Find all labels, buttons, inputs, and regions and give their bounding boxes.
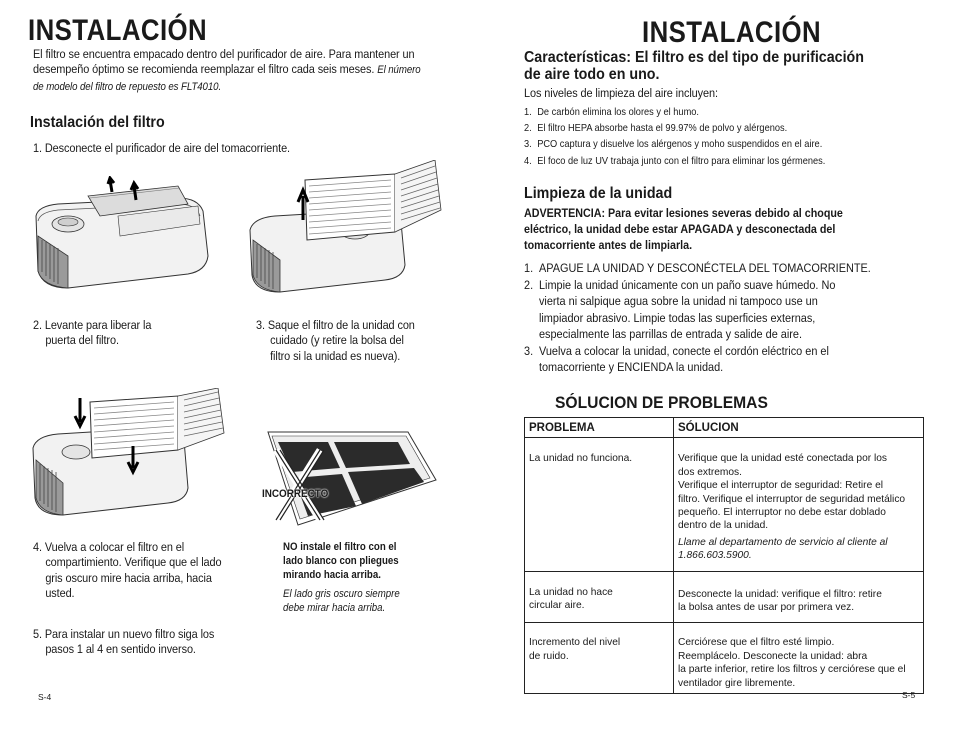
step-3-line-3: filtro si la unidad es nueva). bbox=[270, 348, 401, 363]
solution-line: Verifique que la unidad esté conectada por los bbox=[678, 453, 887, 465]
troubleshooting-table bbox=[524, 417, 924, 694]
cleaning-step-line: APAGUE LA UNIDAD Y DESCONÉCTELA DEL TOMACORRIENTE. bbox=[538, 261, 871, 275]
problem-line: circular aire. bbox=[529, 600, 585, 612]
solution-line: ventilador gire libremente. bbox=[678, 677, 796, 689]
incorrect-warning-line-3: mirando hacia arriba. bbox=[283, 569, 381, 582]
table-cell-solution bbox=[674, 623, 924, 693]
cleaning-step-line: tomacorriente y ENCIENDA la unidad. bbox=[538, 360, 724, 375]
solution-line: Cerciórese que el filtro esté limpio. bbox=[678, 637, 835, 649]
step-1: 1. Desconecte el purificador de aire del tomacorriente. bbox=[33, 141, 291, 155]
filter-install-heading: Instalación del filtro bbox=[30, 114, 165, 131]
incorrect-warning bbox=[283, 540, 400, 615]
level-num: 3. bbox=[524, 138, 532, 151]
step-4-line-3: gris oscuro mire hacia arriba, hacia bbox=[45, 570, 212, 585]
problem-line: La unidad no hace bbox=[529, 586, 613, 598]
cleaning-heading: Limpieza de la unidad bbox=[524, 185, 673, 202]
incorrect-warning-line-2: lado blanco con pliegues bbox=[283, 555, 399, 568]
cleaning-step bbox=[524, 277, 871, 342]
incorrect-label: INCORRECTO bbox=[262, 488, 329, 500]
solution-line: la parte inferior, retire los filtros y cerciórese que el bbox=[678, 664, 906, 676]
level-item bbox=[524, 136, 825, 152]
cleaning-step-line: Limpie la unidad únicamente con un paño suave húmedo. No bbox=[538, 278, 836, 293]
levels-list bbox=[524, 104, 825, 169]
cleaning-step-line: limpiador abrasivo. Limpie todas las superficies externas, bbox=[538, 310, 816, 325]
problem-line: La unidad no funciona. bbox=[529, 453, 633, 465]
solution-italic-line: Llame al departamento de servicio al cliente al bbox=[678, 536, 888, 548]
features-heading-line-1: Características: El filtro es del tipo de purificación bbox=[524, 49, 864, 66]
cleaning-step-line: vierta ni salpique agua sobre la unidad ni tampoco use un bbox=[538, 294, 818, 309]
cleaning-step bbox=[524, 343, 871, 375]
solution-line: dentro de la unidad. bbox=[678, 520, 769, 532]
step-3-line-1: 3. Saque el filtro de la unidad con bbox=[256, 318, 415, 332]
incorrect-warning-note-2: debe mirar hacia arriba. bbox=[283, 601, 386, 614]
table-cell-solution bbox=[674, 571, 924, 623]
figure-remove-filter bbox=[245, 160, 445, 300]
figure-lift-door bbox=[28, 176, 228, 296]
solution-line: la bolsa antes de usar por primera vez. bbox=[678, 602, 855, 614]
solution-italic-line: 1.866.603.5900. bbox=[678, 550, 752, 562]
solution-line: filtro. Verifique el interruptor de seguridad metálico bbox=[678, 493, 906, 505]
cleaning-step-line: especialmente las parrillas de entrada y salide de aire. bbox=[538, 326, 803, 341]
level-text: El filtro HEPA absorbe hasta el 99.97% de polvo y alérgenos. bbox=[537, 122, 788, 135]
solution-line: Reemplácelo. Desconecte la unidad: abra bbox=[678, 650, 868, 662]
left-intro-text: El filtro se encuentra empacado dentro del purificador de aire. Para mantener un desempeño óptimo se recomienda reemplazar el filtro cada seis meses. bbox=[33, 47, 415, 77]
table-cell-problem bbox=[525, 571, 674, 623]
left-page-title: INSTALACIÓN bbox=[28, 14, 208, 47]
level-num: 4. bbox=[524, 154, 532, 167]
step-2 bbox=[33, 318, 151, 349]
step-3-line-2: cuidado (y retire la bolsa del bbox=[270, 333, 404, 348]
step-5-line-1: 5. Para instalar un nuevo filtro siga los bbox=[33, 627, 215, 641]
solution-line: dos extremos. bbox=[678, 466, 742, 478]
figure-incorrect-filter bbox=[258, 420, 443, 535]
cleaning-step bbox=[524, 260, 871, 276]
step-5 bbox=[33, 627, 214, 658]
page-number-right: S-5 bbox=[902, 690, 916, 700]
incorrect-warning-note-1: El lado gris oscuro siempre bbox=[283, 587, 400, 600]
table-header-solution: SÓLUCION bbox=[674, 418, 924, 438]
table-cell-problem bbox=[525, 623, 674, 693]
features-heading-line-2: de aire todo en uno. bbox=[524, 66, 660, 83]
level-item bbox=[524, 153, 825, 169]
incorrect-warning-line-1: NO instale el filtro con el bbox=[283, 541, 397, 553]
table-header-problem: PROBLEMA bbox=[525, 418, 674, 438]
features-heading bbox=[524, 49, 864, 83]
cleaning-warning-line-3: tomacorriente antes de limpiarla. bbox=[524, 238, 693, 252]
solution-line: Desconecte la unidad: verifique el filtro: retire bbox=[678, 588, 882, 600]
step-4 bbox=[33, 540, 221, 602]
level-text: PCO captura y disuelve los alérgenos y moho suspendidos en el aire. bbox=[537, 138, 823, 151]
cleaning-warning bbox=[524, 205, 843, 253]
cleaning-warning-line-1: ADVERTENCIA: Para evitar lesiones severas debido al choque bbox=[524, 206, 843, 220]
cleaning-steps bbox=[524, 260, 871, 375]
troubleshooting-heading: SÓLUCION DE PROBLEMAS bbox=[555, 393, 768, 412]
level-num: 2. bbox=[524, 122, 532, 135]
table-cell-problem bbox=[525, 438, 674, 571]
step-5-line-2: pasos 1 al 4 en sentido inverso. bbox=[45, 642, 196, 657]
step-2-line-2: puerta del filtro. bbox=[45, 333, 119, 348]
cleaning-step-num: 2. bbox=[524, 278, 534, 293]
cleaning-step-num: 3. bbox=[524, 344, 534, 359]
step-4-line-2: compartimiento. Verifique que el lado bbox=[45, 555, 222, 570]
left-intro bbox=[33, 47, 425, 95]
cleaning-step-line: Vuelva a colocar la unidad, conecte el cordón eléctrico en el bbox=[538, 344, 829, 359]
step-2-line-1: 2. Levante para liberar la bbox=[33, 318, 152, 332]
table-row bbox=[525, 571, 923, 623]
left-intro-model-note: El número de modelo del filtro de repuesto es FLT4010. bbox=[33, 64, 421, 93]
levels-intro: Los niveles de limpieza del aire incluyen: bbox=[524, 86, 718, 100]
table-cell-solution bbox=[674, 438, 924, 571]
problem-line: Incremento del nivel bbox=[529, 637, 621, 649]
right-page-title: INSTALACIÓN bbox=[642, 16, 822, 49]
solution-line: pequeño. El interruptor no debe estar doblado bbox=[678, 507, 886, 519]
table-header-row bbox=[525, 418, 923, 438]
level-item bbox=[524, 120, 825, 136]
solution-line: Verifique el interruptor de seguridad: Retire el bbox=[678, 480, 883, 492]
table-row bbox=[525, 438, 923, 571]
step-4-line-4: usted. bbox=[45, 586, 75, 601]
level-text: De carbón elimina los olores y el humo. bbox=[537, 106, 699, 118]
cleaning-step-num: 1. bbox=[524, 261, 534, 275]
level-num: 1. bbox=[524, 106, 532, 118]
figure-replace-filter bbox=[28, 388, 228, 523]
cleaning-step-text bbox=[539, 260, 871, 276]
page-number-left: S-4 bbox=[38, 692, 52, 702]
table-row bbox=[525, 623, 923, 693]
cleaning-step-text bbox=[539, 343, 829, 375]
level-text: El foco de luz UV trabaja junto con el filtro para eliminar los gérmenes. bbox=[537, 154, 826, 167]
step-4-line-1: 4. Vuelva a colocar el filtro en el bbox=[33, 540, 185, 554]
step-3 bbox=[256, 318, 415, 364]
cleaning-warning-line-2: eléctrico, la unidad debe estar APAGADA y desconectada del bbox=[524, 222, 836, 236]
level-item bbox=[524, 104, 825, 120]
cleaning-step-text bbox=[539, 277, 835, 342]
problem-line: de ruido. bbox=[529, 650, 569, 662]
